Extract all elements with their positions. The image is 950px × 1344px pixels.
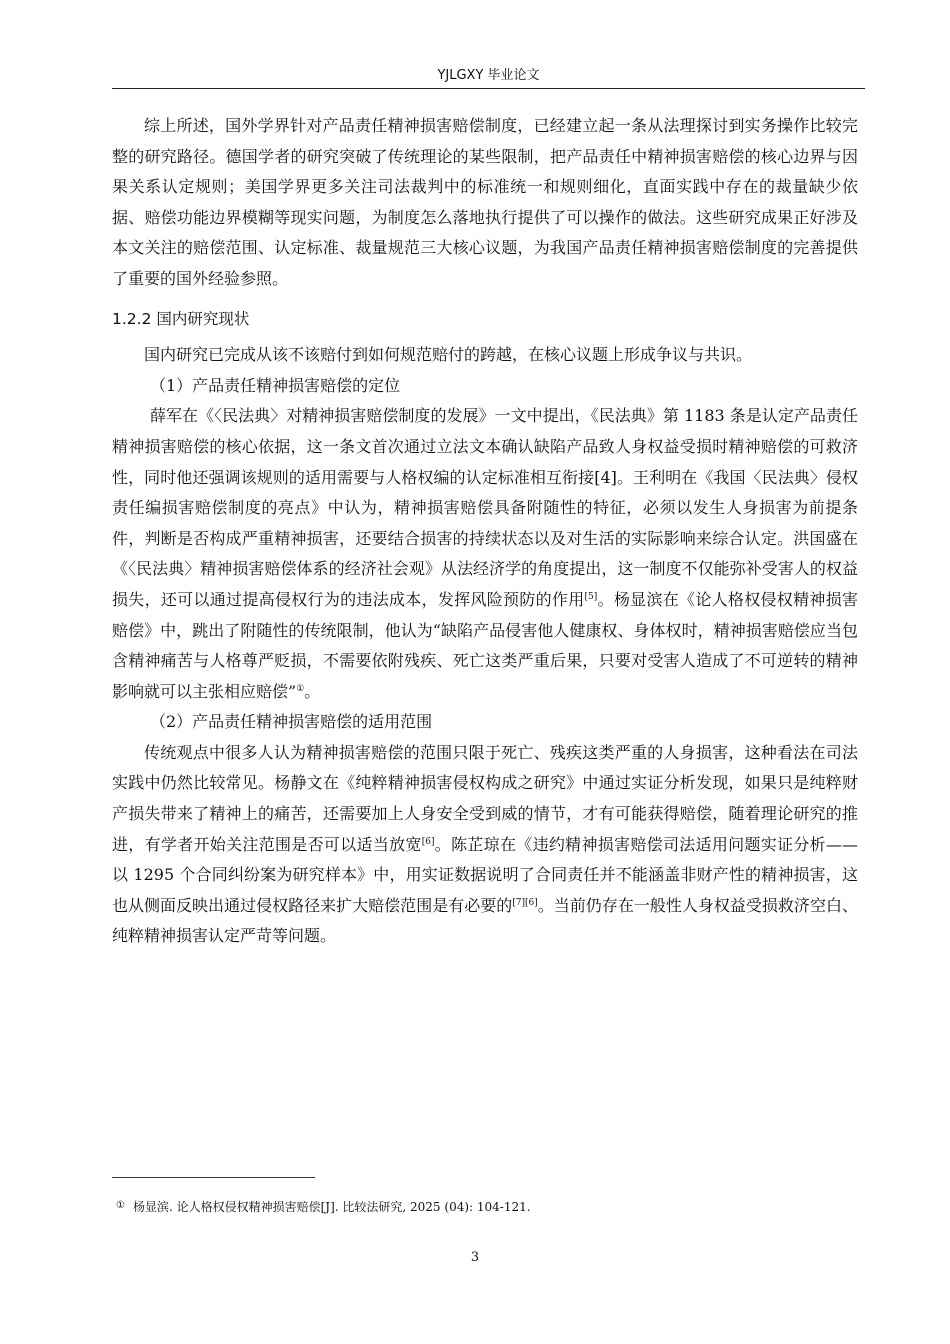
paragraph-summary: 综上所述，国外学界针对产品责任精神损害赔偿制度，已经建立起一条从法理探讨到实务操作比较完整的研究路径。德国学者的研究突破了传统理论的某些限制，把产品责任中精神损害赔偿的核心边界与因果关系认定规则；美国学界更多关注司法裁判中的标准统一和规则细化，直面实践中存在的裁量缺少依据、赔偿功能边界模糊等现实问题，为制度怎么落地执行提供了可以操作的做法。这些研究成果正好涉及本文关注的赔偿范围、认定标准、裁量规范三大核心议题，为我国产品责任精神损害赔偿制度的完善提供了重要的国外经验参照。 [112, 116, 858, 288]
list-item-positioning: （1）产品责任精神损害赔偿的定位 [150, 375, 401, 395]
footnote-mark: ① [116, 1200, 125, 1211]
main-text [112, 111, 858, 952]
paragraph-overview: 国内研究已完成从该不该赔付到如何规范赔付的跨越，在核心议题上形成争议与共识。 [144, 345, 753, 365]
text-run: 有学者开始关注范围是否可以适当放宽 [144, 834, 422, 854]
section-heading: 1.2.2 国内研究现状 [112, 309, 250, 328]
text-run: 这也从侧面反映出通过侵权路径来扩大赔偿范围是有 [112, 865, 858, 915]
header-divider [112, 88, 865, 89]
footnote-ref: ① [296, 683, 305, 694]
text-run: 。当前仍存在一般性人身权益受损救济空白、纯粹精神损害认定严苛等问题。 [112, 895, 858, 946]
text-run: 。 [304, 681, 321, 701]
citation-5: [5] [584, 591, 598, 602]
page-header: YJLGXY 毕业论文 [437, 68, 540, 83]
text-run: 。陈芷琼在《违约精神损害赔偿司法适用问题实证分析——以 1295 个合同纠纷案为研究样本》中，用实证数据说明了合同责任并不能涵盖非财产性的精神损害， [112, 834, 858, 885]
footnote [116, 1198, 531, 1215]
text-run: 薛军在《〈民法典〉对精神损害赔偿制度的发展》一文中提出，《民法典》第 1183 条是认定产品责任精神损害赔偿的核心依据，这一条文首次通过立法文本确认缺陷产品致人身权益受损时精神赔偿的可救济性，同时他还强调该规则的适用需要与人格权编的认定标准相互衔接[4]。王利明在《我国〈民法典〉侵权责任编损害赔偿制度的亮点》中认为，精神损害赔偿具备附随性的特征，必须以发生人身损害为前提条件，判断是否构成严重精神损害，还要结合损害的持续状态以及对生活的实际影响来综合认定。洪国盛在《〈民法典〉精神损害赔偿体系的经济社会观》从法经济学的角度提出，这一制度不仅能弥补受害人的权益损失，还可以通过提高侵权行为的违法成本，发挥风险预防的作用 [112, 406, 858, 609]
list-item-scope: （2）产品责任精神损害赔偿的适用范围 [150, 712, 433, 732]
citation-6: [6] [421, 836, 435, 847]
citation-7-6: [7][6] [512, 897, 538, 908]
page-number: 3 [470, 1250, 480, 1265]
text-run: 。杨显滨在《论人格权侵权精神损害赔偿》中，跳出了附随性的传统限制，他认为“缺陷产品侵害他人健康权、身体权时，精神损害赔偿应当包含精神痛苦与人格尊严贬损，不需要依附残疾、死亡这类严重后果，只要对受害人造成了不可逆转的精神影响就可以主张相应赔偿” [112, 589, 858, 701]
text-run: 传统观点中很多人 [144, 742, 274, 762]
text-run: 认为精神损害赔偿的范围 [273, 742, 453, 762]
paragraph-scope [112, 738, 858, 952]
text-run: 必要的 [464, 895, 513, 915]
paragraph-positioning [112, 401, 858, 707]
footnote-divider [112, 1177, 315, 1178]
text-run: 只限于死亡、残疾这类严重的人身损害，这种看法在司法实践中仍然比较常见。杨静文在《纯粹精神损害侵权构成之研究》中通过实证分析发现，如果只是纯粹财产损失带来了精神上的痛苦，还需要加上人身安全受到威的情节，才有可能获得赔偿，随着理论研究的推进， [112, 742, 858, 854]
footnote-text: 杨显滨. 论人格权侵权精神损害赔偿[J]. 比较法研究, 2025 (04): 104-121. [132, 1200, 531, 1214]
